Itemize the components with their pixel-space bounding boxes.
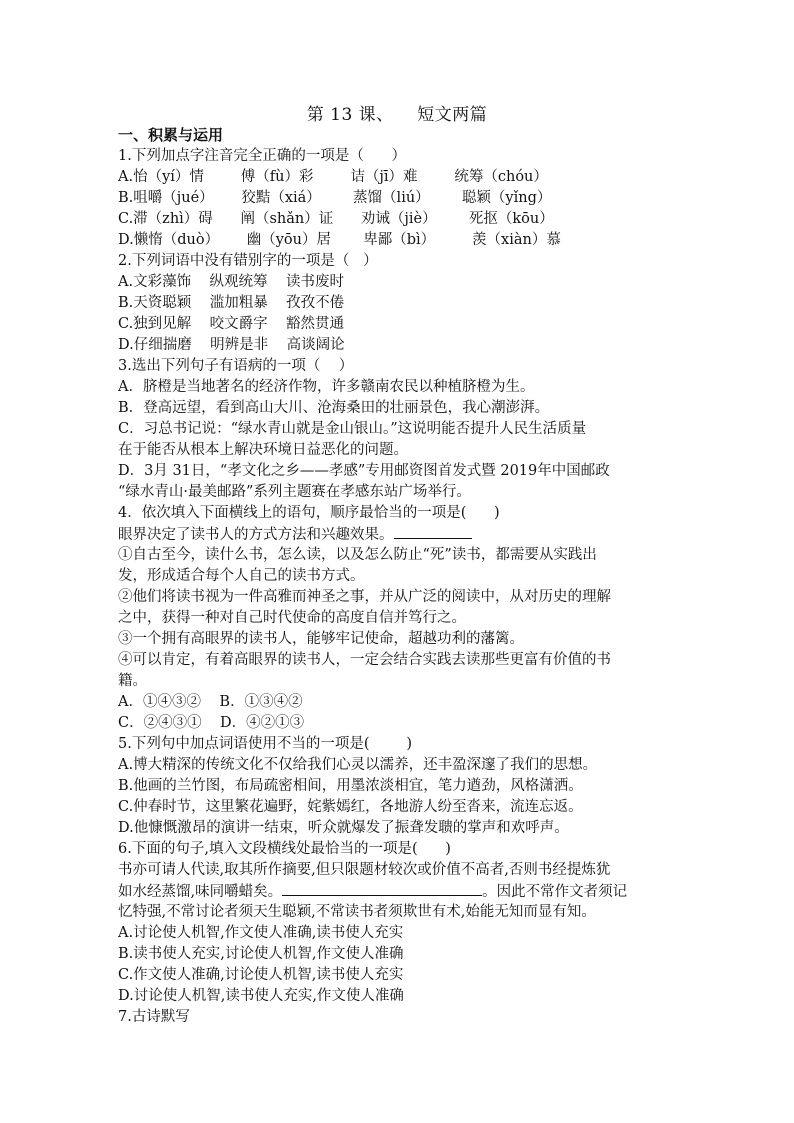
question-5: [118, 734, 674, 839]
page-title: 第 13 课、 短文两篇: [306, 105, 488, 125]
passage-text: 。因此不常作文者须记: [482, 884, 628, 900]
option-b: B.读书使人充实,讨论使人机智,作文使人准确: [118, 946, 404, 962]
question-stem: 4．依次填入下面横线上的语句，顺序最恰当的一项是( ): [118, 505, 500, 521]
sentence-2: ②他们将读书视为一件高雅而神圣之事，并从广泛的阅读中，从对历史的理解: [118, 589, 611, 605]
question-stem: 3.选出下列句子有语病的一项（ ）: [118, 358, 354, 374]
answer-blank[interactable]: [394, 524, 472, 539]
option-b: B．登高远望，看到高山大川、沧海桑田的壮丽景色，我心潮澎湃。: [118, 400, 550, 416]
option-a: A.博大精深的传统文化不仅给我们心灵以濡养，还丰盈深邃了我们的思想。: [118, 757, 598, 773]
question-1: [118, 146, 674, 251]
section-heading: 一、积累与运用: [118, 126, 224, 144]
question-stem: 2.下列词语中没有错别字的一项是（ ）: [118, 253, 378, 269]
worksheet-content: [118, 125, 674, 1028]
option-b: B.天资聪颖 滥加粗暴 孜孜不倦: [118, 295, 345, 311]
question-stem: 7.古诗默写: [118, 1009, 190, 1025]
passage-text: 如水经蒸馏,味同嚼蜡矣。: [118, 884, 283, 900]
answer-blank[interactable]: [282, 881, 482, 896]
option-d: D.仔细揣磨 明辨是非 高谈阔论: [118, 337, 345, 353]
passage-line-3: 忆特强,不常讨论者须天生聪颖,不常读书者须欺世有术,始能无知而显有知。: [118, 904, 596, 920]
sentence-3: ③一个拥有高眼界的读书人，能够牢记使命，超越功利的藩篱。: [118, 631, 524, 647]
option-c: C.作文使人准确,讨论使人机智,读书使人充实: [118, 967, 404, 983]
sentence-4: ④可以肯定，有着高眼界的读书人，一定会结合实践去读那些更富有价值的书: [118, 652, 611, 668]
sentence-2-cont: 之中，获得一种对自己时代使命的高度自信并笃行之。: [118, 610, 466, 626]
option-d: D.懒惰（duò） 幽（yōu）居 卑鄙（bì） 羡（xiàn）慕: [118, 232, 561, 248]
sentence-1-cont: 发，形成适合每个人自己的读书方式。: [118, 568, 365, 584]
intro-text: 眼界决定了读书人的方式方法和兴趣效果。: [118, 527, 394, 543]
question-stem: 1.下列加点字注音完全正确的一项是（ ）: [118, 148, 406, 164]
option-b: B.咀嚼（jué） 狡黠（xiá） 蒸馏（liú） 聪颖（yǐng）: [118, 190, 552, 206]
option-c: C.仲春时节，这里繁花遍野，姹紫嫣红，各地游人纷至沓来，流连忘返。: [118, 799, 583, 815]
option-a: A．脐橙是当地著名的经济作物，许多赣南农民以种植脐橙为生。: [118, 379, 535, 395]
question-7: [118, 1007, 674, 1028]
option-d: D.他慷慨激昂的演讲一结束，听众就爆发了振聋发聩的掌声和欢呼声。: [118, 820, 569, 836]
sentence-1: ①自古至今，读什么书，怎么读，以及怎么防止“死”读书，都需要从实践出: [118, 547, 597, 563]
question-2: [118, 251, 674, 356]
option-a: A.文彩藻饰 纵观统筹 读书废时: [118, 274, 344, 290]
options-cd: C．②④③① D．④②①③: [118, 715, 305, 731]
option-a: A.怡（yí）情 傅（fù）彩 诘（jī）难 统筹（chóu）: [118, 169, 548, 185]
options-ab: A．①④③② B．①③④②: [118, 694, 303, 710]
sentence-4-cont: 籍。: [118, 673, 147, 689]
question-4: [118, 503, 674, 734]
question-6: [118, 839, 674, 1007]
option-d: D.讨论使人机智,读书使人充实,作文使人准确: [118, 988, 404, 1004]
passage-line-2: [118, 881, 674, 902]
option-b: B.他画的兰竹图，布局疏密相间，用墨浓淡相宜，笔力遒劲，风格潇洒。: [118, 778, 583, 794]
option-c: C．习总书记说：“绿水青山就是金山银山。”这说明能否提升人民生活质量: [118, 421, 587, 437]
question-stem: 6.下面的句子,填入文段横线处最恰当的一项是( ): [118, 841, 451, 857]
option-a: A.讨论使人机智,作文使人准确,读书使人充实: [118, 925, 404, 941]
option-c-cont: 在于能否从根本上解决环境日益恶化的问题。: [118, 442, 408, 458]
option-d: D．3月 31日，“孝文化之乡——孝感”专用邮资图首发式暨 2019年中国邮政: [118, 463, 610, 479]
question-stem: 5.下列句中加点词语使用不当的一项是( ): [118, 736, 413, 752]
option-c: C.滞（zhì）碍 阐（shǎn）证 劝诫（jiè） 死抠（kōu）: [118, 211, 554, 227]
passage-line-1: 书亦可请人代读,取其所作摘要,但只限题材较次或价值不高者,否则书经提炼犹: [118, 862, 611, 878]
option-c: C.独到见解 咬文爵字 豁然贯通: [118, 316, 345, 332]
question-3: [118, 356, 674, 503]
option-d-cont: “绿水青山·最美邮路”系列主题赛在孝感东站广场举行。: [118, 484, 471, 500]
question-intro: [118, 524, 674, 545]
